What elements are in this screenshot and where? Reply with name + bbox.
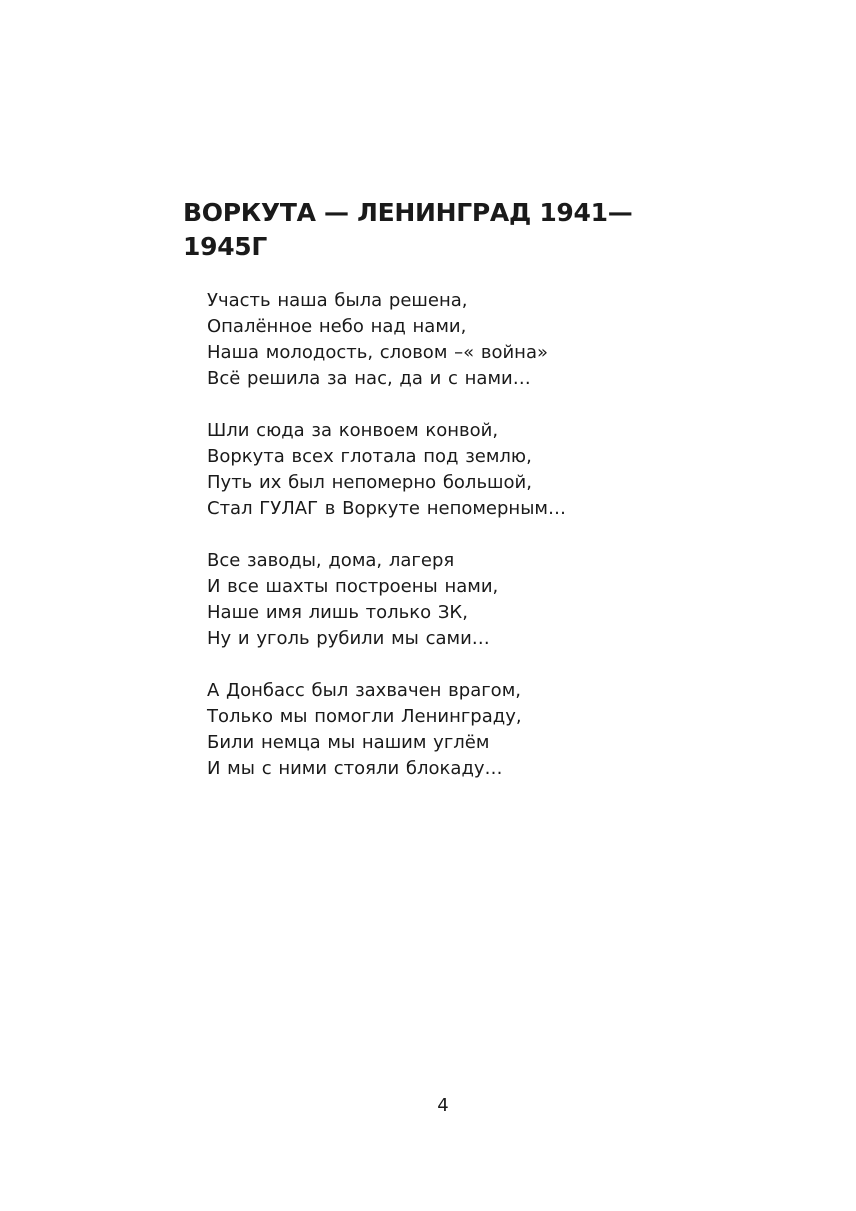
verse-line: Опалённое небо над нами,	[207, 316, 467, 337]
stanza-1	[207, 288, 727, 392]
stanza-2	[207, 418, 727, 522]
verse-line: Стал ГУЛАГ в Воркуте непомерным…	[207, 498, 566, 519]
verse-line: Били немца мы нашим углём	[207, 732, 490, 753]
verse-line: Наше имя лишь только ЗК,	[207, 602, 468, 623]
verse-line: Воркута всех глотала под землю,	[207, 446, 532, 467]
verse-line: Шли сюда за конвоем конвой,	[207, 420, 499, 441]
poem-title-line-2: 1945Г	[183, 232, 268, 261]
verse-line: И мы с ними стояли блокаду…	[207, 758, 503, 779]
verse-line: Участь наша была решена,	[207, 290, 468, 311]
verse-line: И все шахты построены нами,	[207, 576, 499, 597]
verse-line: А Донбасс был захвачен врагом,	[207, 680, 521, 701]
page-number: 4	[437, 1095, 449, 1116]
poem-title	[183, 196, 633, 264]
verse-line: Всё решила за нас, да и с нами…	[207, 368, 531, 389]
verse-line: Только мы помогли Ленинграду,	[207, 706, 522, 727]
verse-line: Все заводы, дома, лагеря	[207, 550, 455, 571]
stanza-4	[207, 678, 727, 782]
poem-title-line-1: ВОРКУТА — ЛЕНИНГРАД 1941—	[183, 198, 633, 227]
poem-body	[207, 288, 727, 808]
verse-line: Наша молодость, словом –« война»	[207, 342, 548, 363]
verse-line: Ну и уголь рубили мы сами…	[207, 628, 490, 649]
verse-line: Путь их был непомерно большой,	[207, 472, 532, 493]
stanza-3	[207, 548, 727, 652]
